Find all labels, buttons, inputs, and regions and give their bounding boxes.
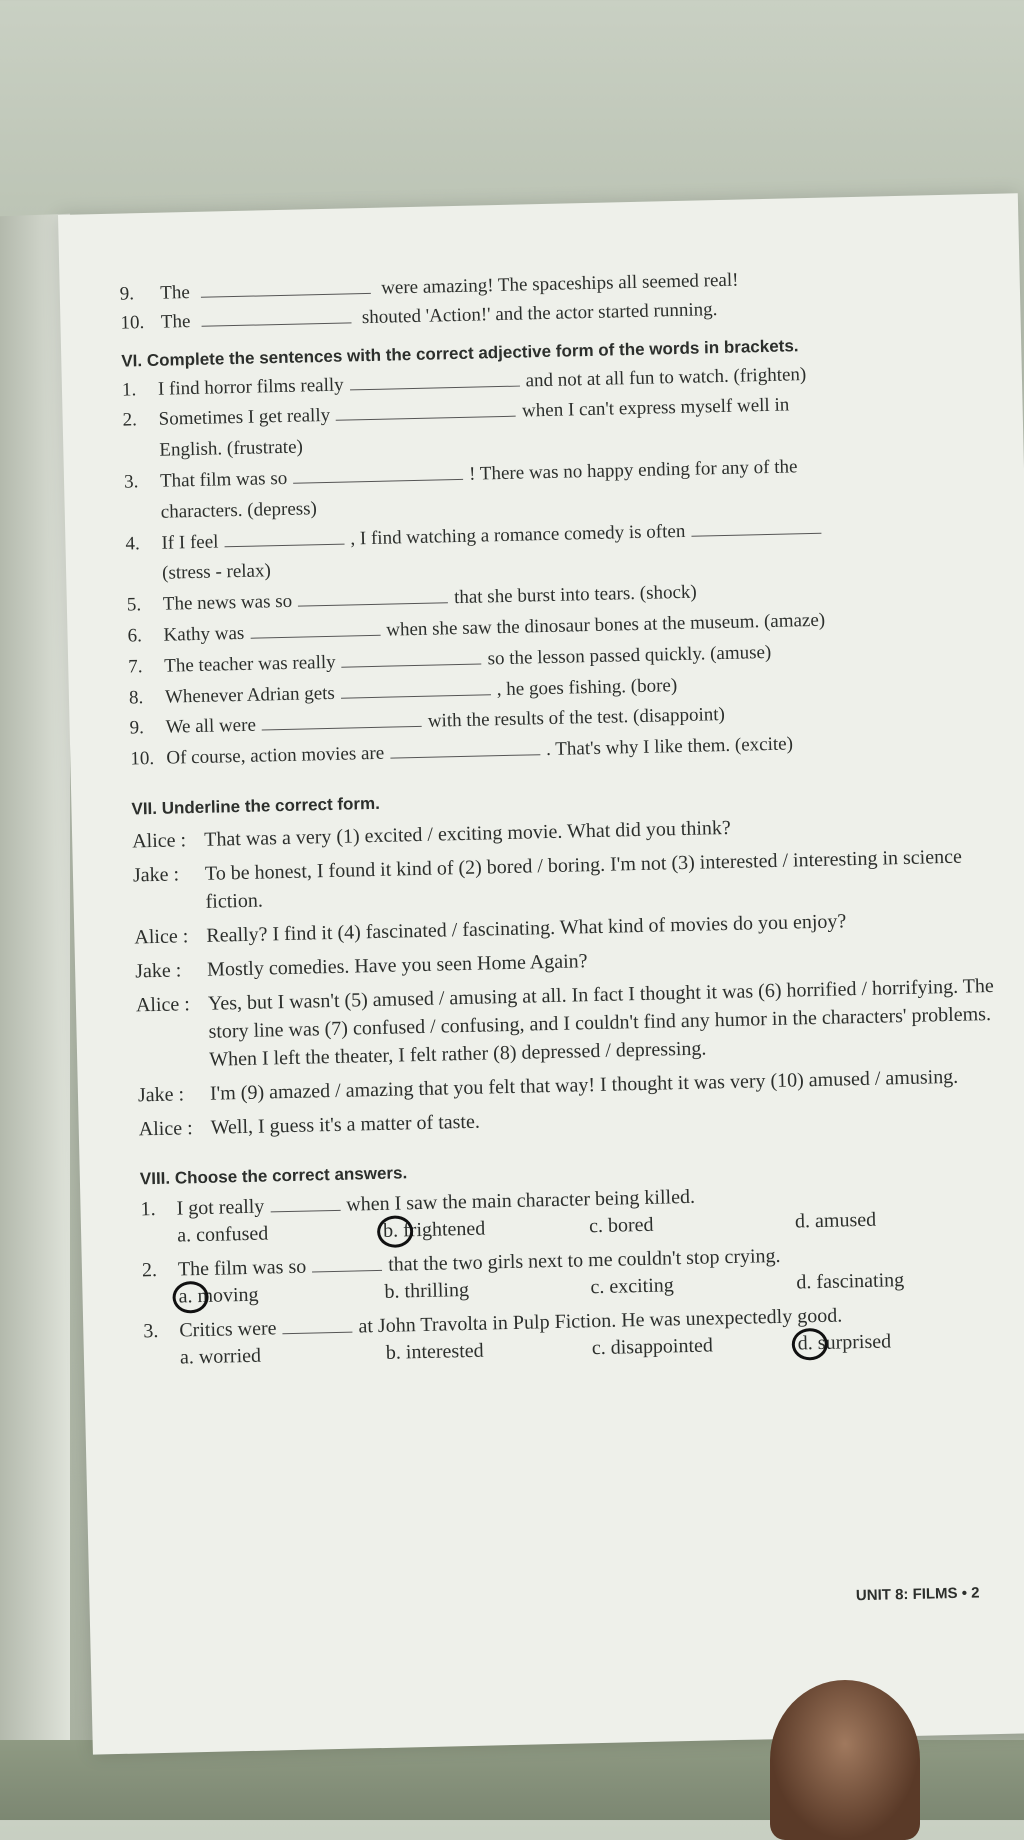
- answer-option[interactable]: [589, 1210, 795, 1238]
- item-pre: The: [160, 310, 191, 333]
- answer-blank[interactable]: [201, 321, 351, 326]
- item-pre: The teacher was really: [164, 651, 336, 677]
- answer-blank[interactable]: [224, 542, 344, 547]
- section8-questions: [140, 1178, 1004, 1370]
- item-pre: If I feel: [161, 531, 219, 554]
- item-number: 7.: [128, 655, 143, 678]
- answer-blank[interactable]: [336, 415, 516, 421]
- answer-option[interactable]: [178, 1281, 384, 1309]
- item-pre: I got really: [176, 1195, 265, 1220]
- item-number: 9.: [129, 717, 145, 739]
- item-number: 8.: [128, 686, 144, 709]
- item-pre: The film was so: [177, 1255, 307, 1281]
- item-pre: Whenever Adrian gets: [164, 682, 336, 708]
- option-label: b. frightened: [382, 1217, 486, 1242]
- option-label: a. worried: [179, 1344, 262, 1369]
- speaker-name: Alice :: [138, 1117, 193, 1141]
- item-number: 10.: [130, 748, 155, 770]
- item-post: when she saw the dinosaur bones at the museum. (amaze): [385, 609, 826, 641]
- answer-blank[interactable]: [312, 1269, 382, 1273]
- item-number: 3.: [123, 471, 139, 493]
- answer-blank[interactable]: [342, 662, 482, 667]
- item-number: 10.: [120, 311, 145, 334]
- option-label: d. fascinating: [796, 1269, 905, 1294]
- answer-option[interactable]: [177, 1220, 383, 1248]
- circled-answer-mark: [377, 1215, 414, 1248]
- item-pre: I find horror films really: [157, 374, 344, 400]
- answer-option[interactable]: [384, 1276, 590, 1304]
- item-continuation: (stress - relax): [161, 560, 272, 585]
- option-label: b. thrilling: [384, 1278, 470, 1303]
- page-footer: UNIT 8: FILMS • 2: [855, 1584, 980, 1605]
- item-pre: Kathy was: [163, 622, 245, 646]
- item-post: at John Travolta in Pulp Fiction. He was unexpectedly good.: [358, 1304, 843, 1338]
- item-pre: Sometimes I get really: [158, 405, 331, 431]
- item-pre: The news was so: [162, 590, 293, 615]
- answer-blank[interactable]: [298, 601, 448, 606]
- item-post: that she burst into tears. (shock): [453, 581, 697, 609]
- item-post: when I saw the main character being killed.: [346, 1185, 696, 1216]
- section6-list: [122, 360, 991, 772]
- dialogue-text: Well, I guess it's a matter of taste.: [210, 1110, 481, 1139]
- item-post: so the lesson passed quickly. (amuse): [487, 641, 772, 670]
- section7-heading: VII. Underline the correct form.: [131, 793, 381, 819]
- answer-blank[interactable]: [350, 384, 520, 390]
- item-post: shouted 'Action!' and the actor started running.: [361, 298, 718, 328]
- circled-answer-mark: [791, 1328, 828, 1361]
- item-number: 9.: [119, 283, 135, 305]
- dialogue-text: I'm (9) amazed / amazing that you felt that way! I thought it was very (10) amused / amusing.: [209, 1065, 959, 1105]
- finger-holding-page: [770, 1680, 920, 1840]
- dialogue-text: Mostly comedies. Have you seen Home Again?: [206, 950, 588, 981]
- item-pre: That film was so: [159, 467, 288, 492]
- section5-tail: [120, 264, 981, 335]
- book-spine-shadow: [0, 214, 70, 1756]
- speaker-name: Jake :: [132, 863, 180, 887]
- speaker-name: Jake :: [137, 1083, 185, 1107]
- answer-blank[interactable]: [262, 725, 422, 731]
- answer-option[interactable]: [592, 1332, 798, 1360]
- option-label: c. disappointed: [591, 1334, 714, 1360]
- item-number: 4.: [125, 532, 140, 555]
- item-post: when I can't express myself well in: [521, 394, 790, 422]
- answer-option[interactable]: [383, 1215, 589, 1243]
- item-continuation: English. (frustrate): [159, 436, 304, 461]
- item-pre: The: [159, 282, 190, 304]
- section8-heading: VIII. Choose the correct answers.: [139, 1163, 408, 1189]
- item-number: 2.: [141, 1258, 158, 1282]
- option-label: c. exciting: [590, 1274, 675, 1299]
- item-post: , I find watching a romance comedy is often: [350, 520, 686, 550]
- answer-option[interactable]: [386, 1337, 592, 1365]
- speaker-name: Alice :: [134, 925, 189, 949]
- dialogue-line: [136, 972, 998, 1075]
- workbook-page: [58, 193, 1024, 1754]
- item-pre: We all were: [165, 715, 257, 739]
- item-post: and not at all fun to watch. (frighten): [525, 363, 807, 392]
- item-pre: Critics were: [179, 1317, 277, 1342]
- item-pre: Of course, action movies are: [166, 742, 385, 769]
- option-label: a. confused: [176, 1222, 269, 1247]
- answer-blank[interactable]: [201, 292, 371, 298]
- answer-option[interactable]: [798, 1328, 1004, 1356]
- answer-blank[interactable]: [270, 1209, 340, 1213]
- answer-blank[interactable]: [250, 634, 380, 639]
- speaker-name: Alice :: [135, 993, 191, 1017]
- item-post: . That's why I like them. (excite): [545, 733, 794, 761]
- section6-heading: VI. Complete the sentences with the correct adjective form of the words in brackets.: [121, 335, 799, 371]
- dialogue-text: To be honest, I found it kind of (2) bored / boring. I'm not (3) interested / interesting in science fiction.: [204, 845, 963, 913]
- circled-answer-mark: [172, 1281, 209, 1314]
- option-label: d. amused: [794, 1208, 877, 1233]
- option-label: b. interested: [385, 1339, 484, 1364]
- item-number: 1.: [121, 378, 137, 401]
- speaker-name: Jake :: [134, 959, 182, 983]
- answer-option[interactable]: [590, 1271, 796, 1299]
- option-label: a. moving: [178, 1283, 259, 1308]
- answer-blank[interactable]: [341, 693, 491, 698]
- item-post: , he goes fishing. (bore): [496, 674, 678, 700]
- dialogue-text: That was a very (1) excited / exciting movie. What did you think?: [203, 816, 732, 851]
- item-post: were amazing! The spaceships all seemed real!: [380, 269, 739, 299]
- item-number: 1.: [140, 1197, 156, 1221]
- answer-option[interactable]: [796, 1267, 1002, 1295]
- item-post: ! There was no happy ending for any of the: [468, 456, 798, 485]
- dialogue-text: Really? I find it (4) fascinated / fascinating. What kind of movies do you enjoy?: [206, 910, 847, 947]
- page-content: [119, 264, 1005, 1605]
- answer-blank[interactable]: [390, 753, 540, 758]
- answer-blank[interactable]: [283, 1331, 353, 1335]
- answer-blank[interactable]: [691, 531, 821, 536]
- item-number: 3.: [143, 1319, 159, 1343]
- answer-option[interactable]: [795, 1206, 1001, 1234]
- item-continuation: characters. (depress): [160, 497, 318, 523]
- item-number: 6.: [127, 625, 143, 647]
- section7-dialogue: [132, 808, 999, 1143]
- item-post: with the results of the test. (disappoint): [427, 704, 726, 733]
- item-number: 5.: [126, 594, 142, 616]
- option-label: c. bored: [588, 1213, 654, 1238]
- item-post: that the two girls next to me couldn't stop crying.: [387, 1244, 781, 1276]
- speaker-name: Alice :: [131, 829, 187, 853]
- option-label: d. surprised: [797, 1330, 892, 1355]
- item-number: 2.: [122, 409, 138, 431]
- answer-blank[interactable]: [293, 478, 463, 484]
- answer-option[interactable]: [180, 1342, 386, 1370]
- dialogue-text: Yes, but I wasn't (5) amused / amusing at all. In fact I thought it was (6) horrified / horrifying. The story line was (7) confused / confusing, and I couldn't find any humor in the characters' problems. When I left the theater, I felt rather (8) depressed / depressing.: [207, 974, 995, 1071]
